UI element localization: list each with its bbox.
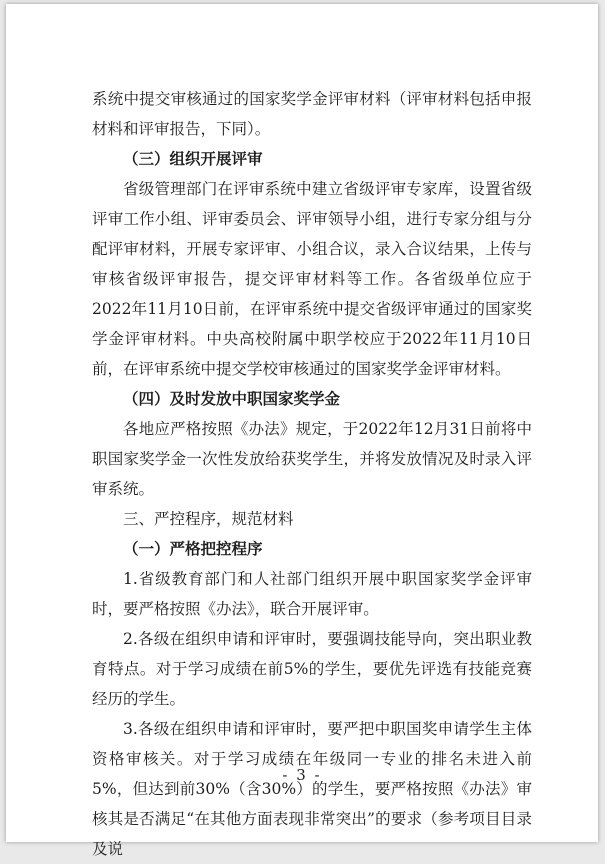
section-heading: （一）严格把控程序: [123, 539, 263, 558]
page-number: - 3 -: [282, 766, 322, 784]
paragraph: 2.各级在组织申请和评审时，要强调技能导向，突出职业教育特点。对于学习成绩在前5%的学生，要优先评选有技能竞赛经历的学生。: [92, 630, 532, 708]
section-heading: （三）组织开展评审: [123, 149, 263, 168]
paragraph: 系统中提交审核通过的国家奖学金评审材料（评审材料包括申报材料和评审报告，下同）。: [92, 90, 532, 138]
document-page: [6, 4, 598, 858]
chapter-heading: 三、严控程序，规范材料: [123, 510, 294, 528]
paragraph: 各地应严格按照《办法》规定，于2022年12月31日前将中职国家奖学金一次性发放给获奖学生，并将发放情况及时录入评审系统。: [92, 420, 532, 498]
document-body: [92, 84, 532, 864]
section-heading: （四）及时发放中职国家奖学金: [123, 389, 341, 408]
paragraph: 3.各级在组织申请和评审时，要严把中职国奖申请学生主体资格审核关。对于学习成绩在年级同一专业的排名未进入前5%，但达到前30%（含30%）的学生，要严格按照《办法》审核其是否满足“在其他方面表现非常突出”的要求（参考项目目录及说: [92, 720, 532, 858]
paragraph: 省级管理部门在评审系统中建立省级评审专家库，设置省级评审工作小组、评审委员会、评审领导小组，进行专家分组与分配评审材料，开展专家评审、小组合议，录入合议结果，上传与审核省级评审报告，提交评审材料等工作。各省级单位应于2022年11月10日前，在评审系统中提交省级评审通过的国家奖学金评审材料。中央高校附属中职学校应于2022年11月10日前，在评审系统中提交学校审核通过的国家奖学金评审材料。: [92, 180, 532, 378]
paragraph: 1.省级教育部门和人社部门组织开展中职国家奖学金评审时，要严格按照《办法》，联合开展评审。: [92, 570, 532, 618]
